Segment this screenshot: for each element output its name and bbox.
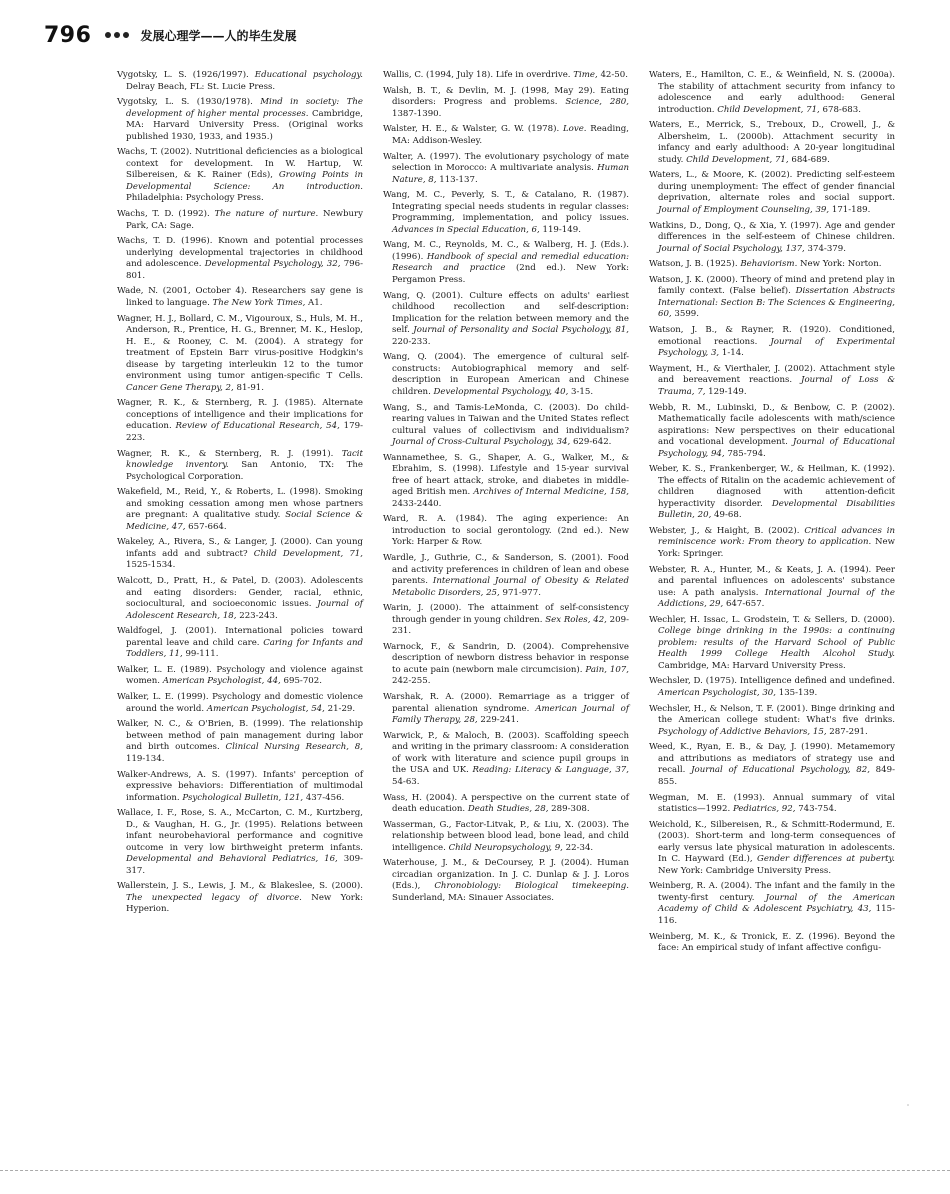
reference-pages: 223-243. [236,610,278,621]
reference-text: Wang, Q. (2004). The emergence of cultural self-constructs: Autobiographical memory and self-description in European American and Chinese children. [383,352,629,397]
reference-text: Wade, N. (2001, October 4). Researchers say gene is linked to language. [117,286,363,308]
reference-text: Wagner, R. K., & Sternberg, R. J. (1985). Alternate conceptions of intelligence and their implications for education. [117,398,363,432]
reference-entry [383,642,629,688]
reference-entry [383,453,629,511]
reference-entry [383,70,629,82]
reference-text: Walcott, D., Pratt, H., & Patel, D. (2003). Adolescents and eating disorders: Gender, racial, ethnic, sociocultural, and socioeconomic issues. [117,576,363,610]
reference-pages: 209-231. [392,614,629,637]
reference-source: Journal of Educational Psychology, 94, [658,437,895,459]
reference-text: Walker-Andrews, A. S. (1997). Infants' perception of expressive behaviors: Differentiation of multimodal information. [117,769,363,803]
reference-pages: New York: Springer. [658,537,896,559]
reference-pages: 743-754. [795,804,837,814]
reference-entry [649,704,895,739]
reference-source: Tacit knowledge inventory. [126,448,363,470]
reference-pages: Delray Beach, FL: St. Lucie Press. [126,81,276,92]
reference-entry [383,240,629,286]
reference-entry [649,565,895,611]
reference-entry [383,692,629,727]
reference-pages: 785-794. [724,448,766,459]
reference-entry [649,793,895,816]
dot-icon [123,32,129,38]
reference-entry [117,692,363,715]
reference-source: Journal of the American Academy of Child & Adolescent Psychiatry, 43, [658,892,895,915]
reference-pages: 437-456. [303,792,345,803]
reference-source: Science, 280, [565,97,629,108]
reference-pages: New York: Hyperion. [126,892,363,915]
reference-source: Psychology of Addictive Behaviors, 15, [658,726,827,737]
reference-text: Watson, J. K. (2000). Theory of mind and pretend play in family context. (False belief). [649,274,895,297]
reference-entry [383,403,629,449]
running-title: 发展心理学——人的毕生发展 [140,28,297,43]
reference-source: College binge drinking in the 1990s: a continuing problem: results of the Harvard School of Public Health 1999 College Health Alcohol Study. [658,626,895,660]
reference-entry [117,719,363,765]
reference-entry [383,553,629,599]
reference-entry [649,259,895,271]
reference-entry [649,932,895,955]
reference-pages: 242-255. [392,676,431,687]
reference-column-2 [383,70,629,909]
reference-source: The nature of nurture. [214,209,319,220]
reference-entry [649,221,895,256]
reference-entry [383,514,629,549]
reference-entry [649,364,895,399]
reference-entry [117,808,363,877]
reference-entry [649,403,895,461]
reference-entry [117,236,363,282]
reference-source: International Journal of Obesity & Related Metabolic Disorders, 25, [392,576,629,598]
reference-text: Wechsler, D. (1975). Intelligence defined and undefined. [649,676,895,687]
reference-column-3 [649,70,895,959]
reference-entry [649,526,895,561]
reference-source: Child Development, 71, [686,154,789,165]
reference-source: Journal of Adolescent Research, 18, [126,599,363,621]
reference-source: Developmental and Behavioral Pediatrics, 16, [126,854,338,865]
reference-entry [383,190,629,236]
reference-text: Wang, M. C., Peverly, S. T., & Catalano, R. (1987). Integrating special needs students in regular classes: Programming, implementation, and policy issues. [383,190,629,224]
reference-source: Death Studies, 28, [467,804,549,814]
reference-entry [117,314,363,395]
reference-text: Wardle, J., Guthrie, C., & Sanderson, S. (2001). Food and activity preferences in children of lean and obese parents. [383,553,629,587]
reference-pages: 113-137. [436,174,478,185]
reference-text: Wallace, I. F., Rose, S. A., McCarton, C. M., Kurtzberg, D., & Vaughan, H. G., Jr. (1995). Relations between infant neurobehavioral performance and cognitive outcome in very low birthweight preterm infants. [117,808,363,853]
reference-pages: 21-29. [324,703,356,714]
reference-source: Archives of Internal Medicine, 158, [473,487,629,498]
reference-entry [383,793,629,816]
scan-edge-line [0,1170,950,1172]
page-number: 796 [44,22,92,48]
reference-entry [117,286,363,309]
reference-entry [649,70,895,116]
reference-pages: 657-664. [185,521,227,532]
reference-source: Mind in society: The development of higher mental processes. [126,97,363,119]
reference-entry [649,464,895,522]
reference-pages: Philadelphia: Psychology Press. [126,193,264,204]
reference-pages: 119-149. [539,224,581,235]
reference-text: Waterhouse, J. M., & DeCoursey, P. J. (2004). Human circadian organization. In J. C. Dunlap & J. J. Loros (Eds.), [383,858,629,892]
reference-source: Handbook of special and remedial education: Research and practice [392,251,629,274]
reference-source: American Psychologist, 30, [658,687,777,698]
reference-source: Pain, 107, [585,664,629,675]
reference-pages: 129-149. [705,386,747,397]
reference-entry [117,537,363,572]
reference-entry [649,820,895,878]
reference-pages: 678-683. [819,104,861,115]
reference-pages: 3599. [671,309,700,320]
reference-pages: 81-91. [233,382,264,393]
reference-source: Gender differences at puberty. [756,854,895,865]
reference-text: Wegman, M. E. (1993). Annual summary of vital statistics—1992. [649,792,895,814]
reference-text: Webster, R. A., Hunter, M., & Keats, J. A. (1994). Peer and parental influences on adolescents' substance use: A path analysis. [649,564,895,598]
dot-icon [114,32,120,38]
reference-text: Weinberg, R. A. (2004). The infant and the family in the twenty-first century. [649,881,895,903]
reference-text: Ward, R. A. (1984). The aging experience: An introduction to social gerontology. (2nd ed.). New York: Harper & Row. [383,514,629,548]
reference-source: Journal of Cross-Cultural Psychology, 34, [392,437,571,447]
reference-text: Wasserman, G., Factor-Litvak, P., & Liu, X. (2003). The relationship between blood lead, bone lead, and child intelligence. [383,819,629,853]
reference-pages: 2433-2440. [392,498,442,509]
reference-entry [649,120,895,166]
reference-pages: 374-379. [804,243,846,254]
reference-pages: 179-223. [126,421,363,443]
reference-pages: 115-116. [658,904,895,926]
reference-pages: 42-50. [597,70,628,80]
reference-pages: 119-134. [126,753,165,764]
reference-source: Chronobiology: Biological timekeeping. [434,881,629,892]
reference-source: Behaviorism. [740,259,798,270]
reference-source: Child Development, 71, [253,548,363,559]
reference-entry [117,147,363,205]
reference-text: Wakeley, A., Rivera, S., & Langer, J. (2000). Can young infants add and subtract? [117,537,363,559]
reference-source: The unexpected legacy of divorce. [126,892,302,903]
reference-entry [117,626,363,661]
reference-text: Waters, E., Hamilton, C. E., & Weinfield, N. S. (2000a). The stability of attachment security from infancy to adolescence and early adulthood: General introduction. [649,70,895,115]
reference-pages: 1387-1390. [392,108,442,119]
reference-text: Wechsler, H., & Nelson, T. F. (2001). Binge drinking and the American college student: What's five drinks. [649,703,895,726]
reference-source: Reading: Literacy & Language, 37, [472,765,630,776]
reference-pages: 695-702. [280,676,322,687]
reference-source: The New York Times, [212,297,306,308]
reference-text: Wachs, T. D. (1996). Known and potential processes underlying developmental trajectories in childhood and adolescence. [117,236,363,270]
reference-text: Webb, R. M., Lubinski, D., & Benbow, C. P. (2002). Mathematically facile adolescents with math/science aspirations: New perspectives on their educational and vocational development. [649,402,895,447]
reference-source: Journal of Social Psychology, 137, [658,243,805,254]
reference-source: Journal of Loss & Trauma, 7, [658,375,895,397]
reference-pages: 99-111. [182,649,219,660]
reference-pages: 49-68. [711,510,742,521]
reference-text: Walster, H. E., & Walster, G. W. (1978). [383,124,563,135]
reference-entry [117,97,363,143]
reference-text: Wachs, T. (2002). Nutritional deficiencies as a biological context for development. In W. Hartup, W. Silbereisen, & K. Rainer (Eds), [117,147,363,181]
reference-entry [117,449,363,484]
reference-text: Walker, L. E. (1999). Psychology and domestic violence around the world. [117,692,363,714]
reference-text: Weinberg, M. K., & Tronick, E. Z. (1996). Beyond the face: An empirical study of infant affective configu- [649,931,895,954]
reference-column-1 [117,70,363,920]
reference-source: American Psychologist, 44, [162,676,281,687]
reference-pages: 309-317. [126,854,364,876]
reference-pages: Cambridge, MA: Harvard University Press. [658,660,846,671]
reference-pages: 3-15. [568,386,594,397]
reference-pages: Newbury Park, CA: Sage. [126,209,363,231]
reference-entry [383,603,629,638]
reference-entry [117,209,363,232]
reference-pages: Reading, MA: Addison-Wesley. [392,124,629,146]
reference-text: Wass, H. (2004). A perspective on the current state of death education. [383,792,629,814]
reference-source: Cancer Gene Therapy, 2, [126,382,234,393]
reference-source: Child Development, 71, [717,104,820,115]
reference-source: International Journal of the Addictions, 29, [658,587,896,610]
reference-entry [117,398,363,444]
reference-pages: (2nd ed.). New York: Pergamon Press. [392,263,629,285]
reference-text: Warshak, R. A. (2000). Remarriage as a trigger of parental alienation syndrome. [383,692,629,714]
reference-text: Wallerstein, J. S., Lewis, J. M., & Blakeslee, S. (2000). [117,881,363,892]
reference-text: Warin, J. (2000). The attainment of self-consistency through gender in young children. [383,603,629,625]
reference-text: Vygotsky, L. S. (1926/1997). [117,70,255,80]
reference-text: Wagner, H. J., Bollard, C. M., Vigouroux, S., Huls, M. H., Anderson, R., Prentice, H. G., Brenner, M. K., Heslop, H. E., & Rooney, C. M. (2004). A strategy for treatment of Epstein Barr virus-positive Hodgkin's disease by targeting interleukin 12 to the tumor environment using tumor antigen-specific T Cells. [117,313,363,382]
reference-source: American Journal of Family Therapy, 28, [392,703,629,726]
reference-pages: San Antonio, TX: The Psychological Corporation. [126,460,363,482]
reference-pages: New York: Norton. [797,259,882,270]
reference-source: Sex Roles, 42, [545,614,607,625]
reference-pages: 971-977. [499,587,541,598]
reference-entry [649,881,895,927]
reference-entry [383,152,629,187]
reference-source: Social Science & Medicine, 47, [126,510,364,532]
reference-source: Journal of Personality and Social Psychology, 81, [413,325,629,336]
reference-source: Time, [573,70,598,80]
reference-text: Wannamethee, S. G., Shaper, A. G., Walker, M., & Ebrahim, S. (1998). Lifestyle and 15-year survival free of heart attack, stroke, and diabetes in middle-aged British men. [383,452,629,498]
reference-text: Wagner, R. K., & Sternberg, R. J. (1991). [117,448,342,459]
reference-pages: 220-233. [392,336,431,347]
reference-text: Watson, J. B. (1925). [649,259,741,270]
reference-source: Love. [562,124,587,135]
reference-entry [649,615,895,673]
reference-source: Developmental Psychology, 32, [204,259,341,270]
reference-entry [649,742,895,788]
reference-text: Walsh, B. T., & Devlin, M. J. (1998, May 29). Eating disorders: Progress and problems. [383,85,629,108]
reference-pages: 135-139. [776,687,818,698]
reference-source: Advances in Special Education, 6, [392,224,540,235]
reference-text: Walker, L. E. (1989). Psychology and violence against women. [117,664,363,687]
reference-entry [383,86,629,121]
running-header [44,20,296,50]
reference-entry [383,124,629,147]
reference-entry [117,770,363,805]
reference-source: Child Neuropsychology, 9, [448,842,563,853]
reference-text: Weichold, K., Silbereisen, R., & Schmitt-Rodermund, E. (2003). Short-term and long-term consequences of early versus late physical maturation in adolescents. In C. Hayward (Ed.), [649,819,895,865]
reference-pages: 849-855. [658,765,895,787]
reference-text: Vygotsky, L. S. (1930/1978). [117,97,261,108]
reference-source: Journal of Experimental Psychology, 3, [658,336,895,359]
reference-pages: 629-642. [570,437,612,447]
reference-entry [117,70,363,93]
reference-source: Journal of Educational Psychology, 82, [691,765,870,776]
reference-text: Watkins, D., Dong, Q., & Xia, Y. (1997). Age and gender differences in the self-esteem of Chinese children. [649,220,895,243]
reference-pages: 1525-1534. [126,560,176,571]
reference-pages: 171-189. [829,204,871,215]
reference-entry [383,291,629,349]
reference-pages: 22-34. [562,842,594,853]
reference-text: Watson, J. B., & Rayner, R. (1920). Conditioned, emotional reactions. [649,325,895,347]
reference-source: Review of Educational Research, 54, [175,421,340,432]
reference-entry [383,858,629,904]
reference-source: Human Nature, 8, [392,163,629,185]
reference-source: Psychological Bulletin, 121, [182,792,304,803]
margin-mark: ˙ [906,1104,910,1113]
reference-entry [117,487,363,533]
reference-source: Journal of Employment Counseling, 39, [658,204,830,215]
reference-text: Waters, L., & Moore, K. (2002). Predicting self-esteem during unemployment: The effect of gender financial deprivation, alternate roles and social support. [649,170,895,204]
reference-entry [117,665,363,688]
reference-text: Wayment, H., & Vierthaler, J. (2002). Attachment style and bereavement reactions. [649,363,895,386]
reference-entry [649,170,895,216]
reference-entry [383,731,629,789]
reference-text: Wang, Q. (2001). Culture effects on adults' earliest childhood recollection and self-description: Implication for the relation between memory and the self. [383,290,629,336]
reference-source: Educational psychology. [254,70,363,80]
reference-text: Wachs, T. D. (1992). [117,209,215,220]
reference-entry [649,325,895,360]
reference-pages: 796-801. [126,259,363,281]
reference-source: Caring for Infants and Toddlers, 11, [126,637,363,660]
reference-pages: 684-689. [788,154,830,165]
reference-text: Wang, S., and Tamis-LeMonda, C. (2003). Do child-rearing values in Taiwan and the United States reflect cultural values of collectivism and individualism? [383,402,629,436]
reference-text: Weed, K., Ryan, E. B., & Day, J. (1990). Metamemory and attributions as mediators of strategy use and recall. [649,742,895,776]
reference-text: Waters, E., Merrick, S., Treboux, D., Crowell, J., & Albersheim, L. (2000b). Attachment security in infancy and early adulthood: A 20-year longitudinal study. [649,120,895,165]
reference-source: Clinical Nursing Research, 8, [225,742,363,753]
reference-pages: New York: Cambridge University Press. [658,865,832,876]
reference-source: Critical advances in reminiscence work: From theory to application. [658,525,895,548]
reference-text: Wechler, H. Issac, L. Grodstein, T. & Sellers, D. (2000). [649,614,895,625]
reference-pages: 287-291. [826,726,868,737]
reference-pages: 647-657. [723,599,765,610]
reference-pages: 229-241. [477,715,519,726]
reference-pages: A1. [305,297,323,308]
reference-pages: Cambridge, MA: Harvard University Press. (Original works published 1930, 1933, and 1935.) [126,108,363,142]
reference-text: Warwick, P., & Maloch, B. (2003). Scaffolding speech and writing in the primary classroom: A consideration of work with literature and science pupil groups in the USA and UK. [383,730,629,776]
header-dots [105,32,132,38]
reference-text: Webster, J., & Haight, B. (2002). [649,525,805,536]
reference-text: Warnock, F., & Sandrin, D. (2004). Comprehensive description of newborn distress behavior in response to acute pain (newborn male circumcision). [383,641,629,675]
reference-text: Weber, K. S., Frankenberger, W., & Heilman, K. (1992). The effects of Ritalin on the academic achievement of children diagnosed with attention-deficit hyperactivity disorder. [649,464,895,509]
reference-source: Developmental Psychology, 40, [433,386,569,397]
reference-text: Wang, M. C., Reynolds, M. C., & Walberg, H. J. (Eds.). (1996). [383,240,629,262]
dot-icon [105,32,111,38]
reference-pages: 54-63. [392,776,420,787]
reference-entry [383,820,629,855]
reference-source: Pediatrics, 92, [732,804,796,814]
reference-entry [383,352,629,398]
reference-text: Wallis, C. (1994, July 18). Life in overdrive. [383,70,574,80]
reference-pages: Sunderland, MA: Sinauer Associates. [392,892,554,903]
reference-entry [117,576,363,622]
reference-pages: 1-14. [719,348,744,359]
reference-text: Wakefield, M., Reid, Y., & Roberts, L. (1998). Smoking and smoking cessation among men whose partners are pregnant: A qualitative study. [117,487,363,521]
reference-source: Dissertation Abstracts International: Section B: The Sciences & Engineering, 60, [658,286,896,320]
reference-entry [117,881,363,916]
reference-source: Growing Points in Developmental Science: An introduction. [126,170,363,192]
reference-text: Waldfogel, J. (2001). International policies toward parental leave and child care. [117,626,363,648]
reference-entry [649,676,895,699]
reference-pages: 289-308. [548,804,590,814]
reference-source: American Psychologist, 54, [206,703,325,714]
reference-text: Walter, A. (1997). The evolutionary psychology of mate selection in Morocco: A multivariate analysis. [383,151,629,174]
reference-entry [649,275,895,321]
reference-text: Walker, N. C., & O'Brien, B. (1999). The relationship between method of pain management during labor and birth outcomes. [117,719,363,753]
reference-source: Developmental Disabilities Bulletin, 20, [658,498,895,521]
